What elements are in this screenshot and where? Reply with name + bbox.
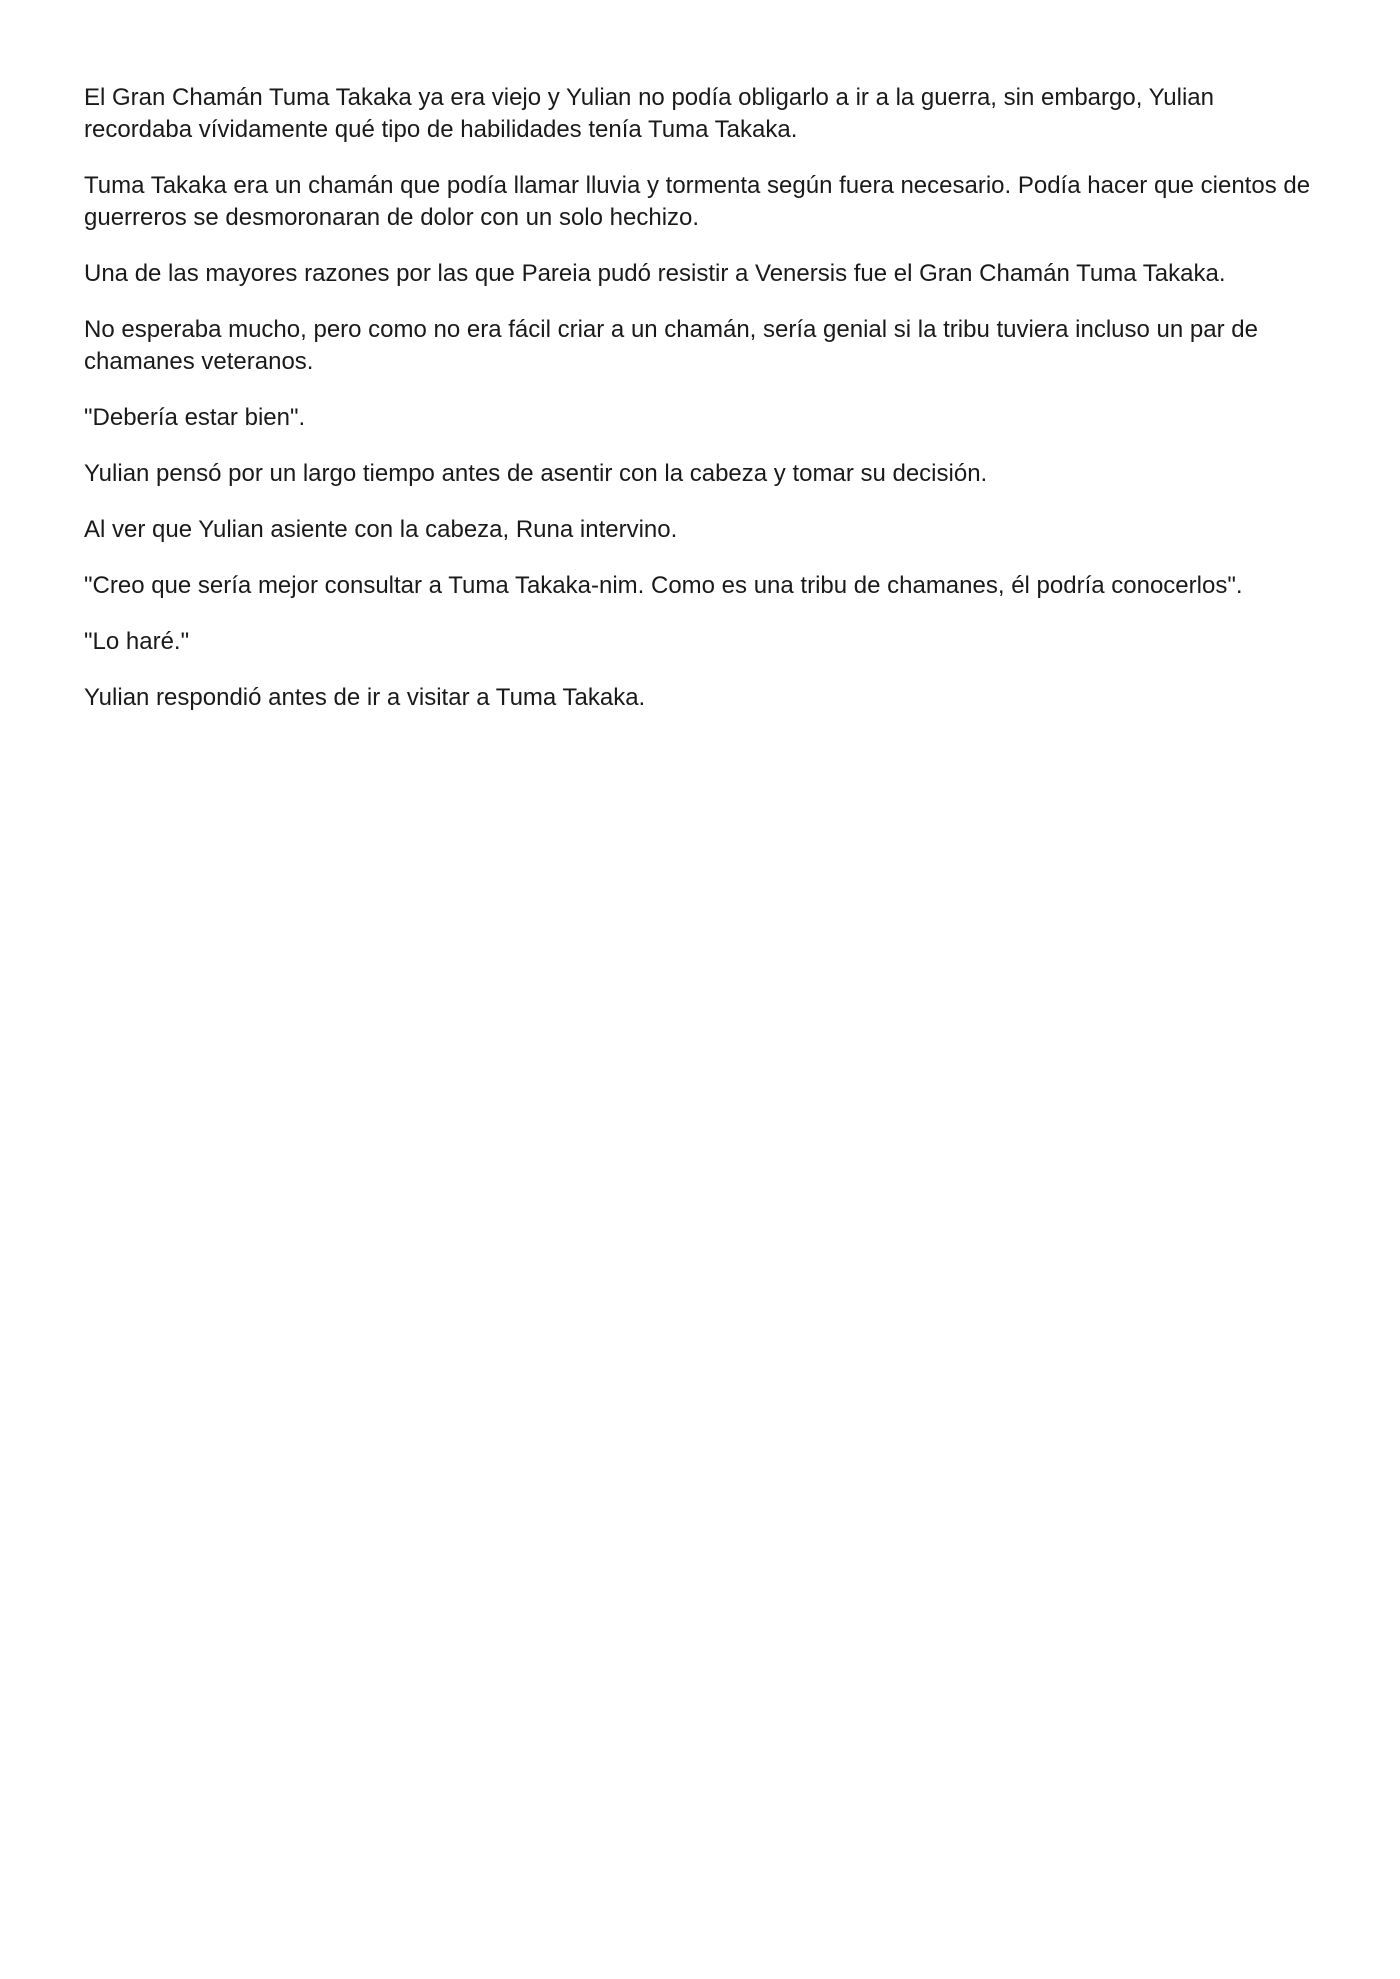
paragraph: El Gran Chamán Tuma Takaka ya era viejo y Yulian no podía obligarlo a ir a la guerra, sin embargo, Yulian recordaba vívidamente qué tipo de habilidades tenía Tuma Takaka. (84, 84, 1215, 143)
paragraph: Tuma Takaka era un chamán que podía llamar lluvia y tormenta según fuera necesario. Podía hacer que cientos de guerreros se desmoronaran de dolor con un solo hechizo. (84, 172, 1311, 231)
paragraph: Al ver que Yulian asiente con la cabeza, Runa intervino. (84, 516, 678, 543)
paragraph: Yulian pensó por un largo tiempo antes de asentir con la cabeza y tomar su decisión. (84, 460, 988, 487)
paragraph: "Lo haré." (84, 628, 190, 655)
document-body (84, 82, 1324, 738)
paragraph: "Creo que sería mejor consultar a Tuma Takaka-nim. Como es una tribu de chamanes, él podría conocerlos". (84, 572, 1243, 599)
paragraph: "Debería estar bien". (84, 404, 306, 431)
paragraph: No esperaba mucho, pero como no era fácil criar a un chamán, sería genial si la tribu tuviera incluso un par de chamanes veteranos. (84, 316, 1258, 375)
paragraph: Una de las mayores razones por las que Pareia pudó resistir a Venersis fue el Gran Chamán Tuma Takaka. (84, 260, 1226, 287)
paragraph: Yulian respondió antes de ir a visitar a Tuma Takaka. (84, 684, 646, 711)
